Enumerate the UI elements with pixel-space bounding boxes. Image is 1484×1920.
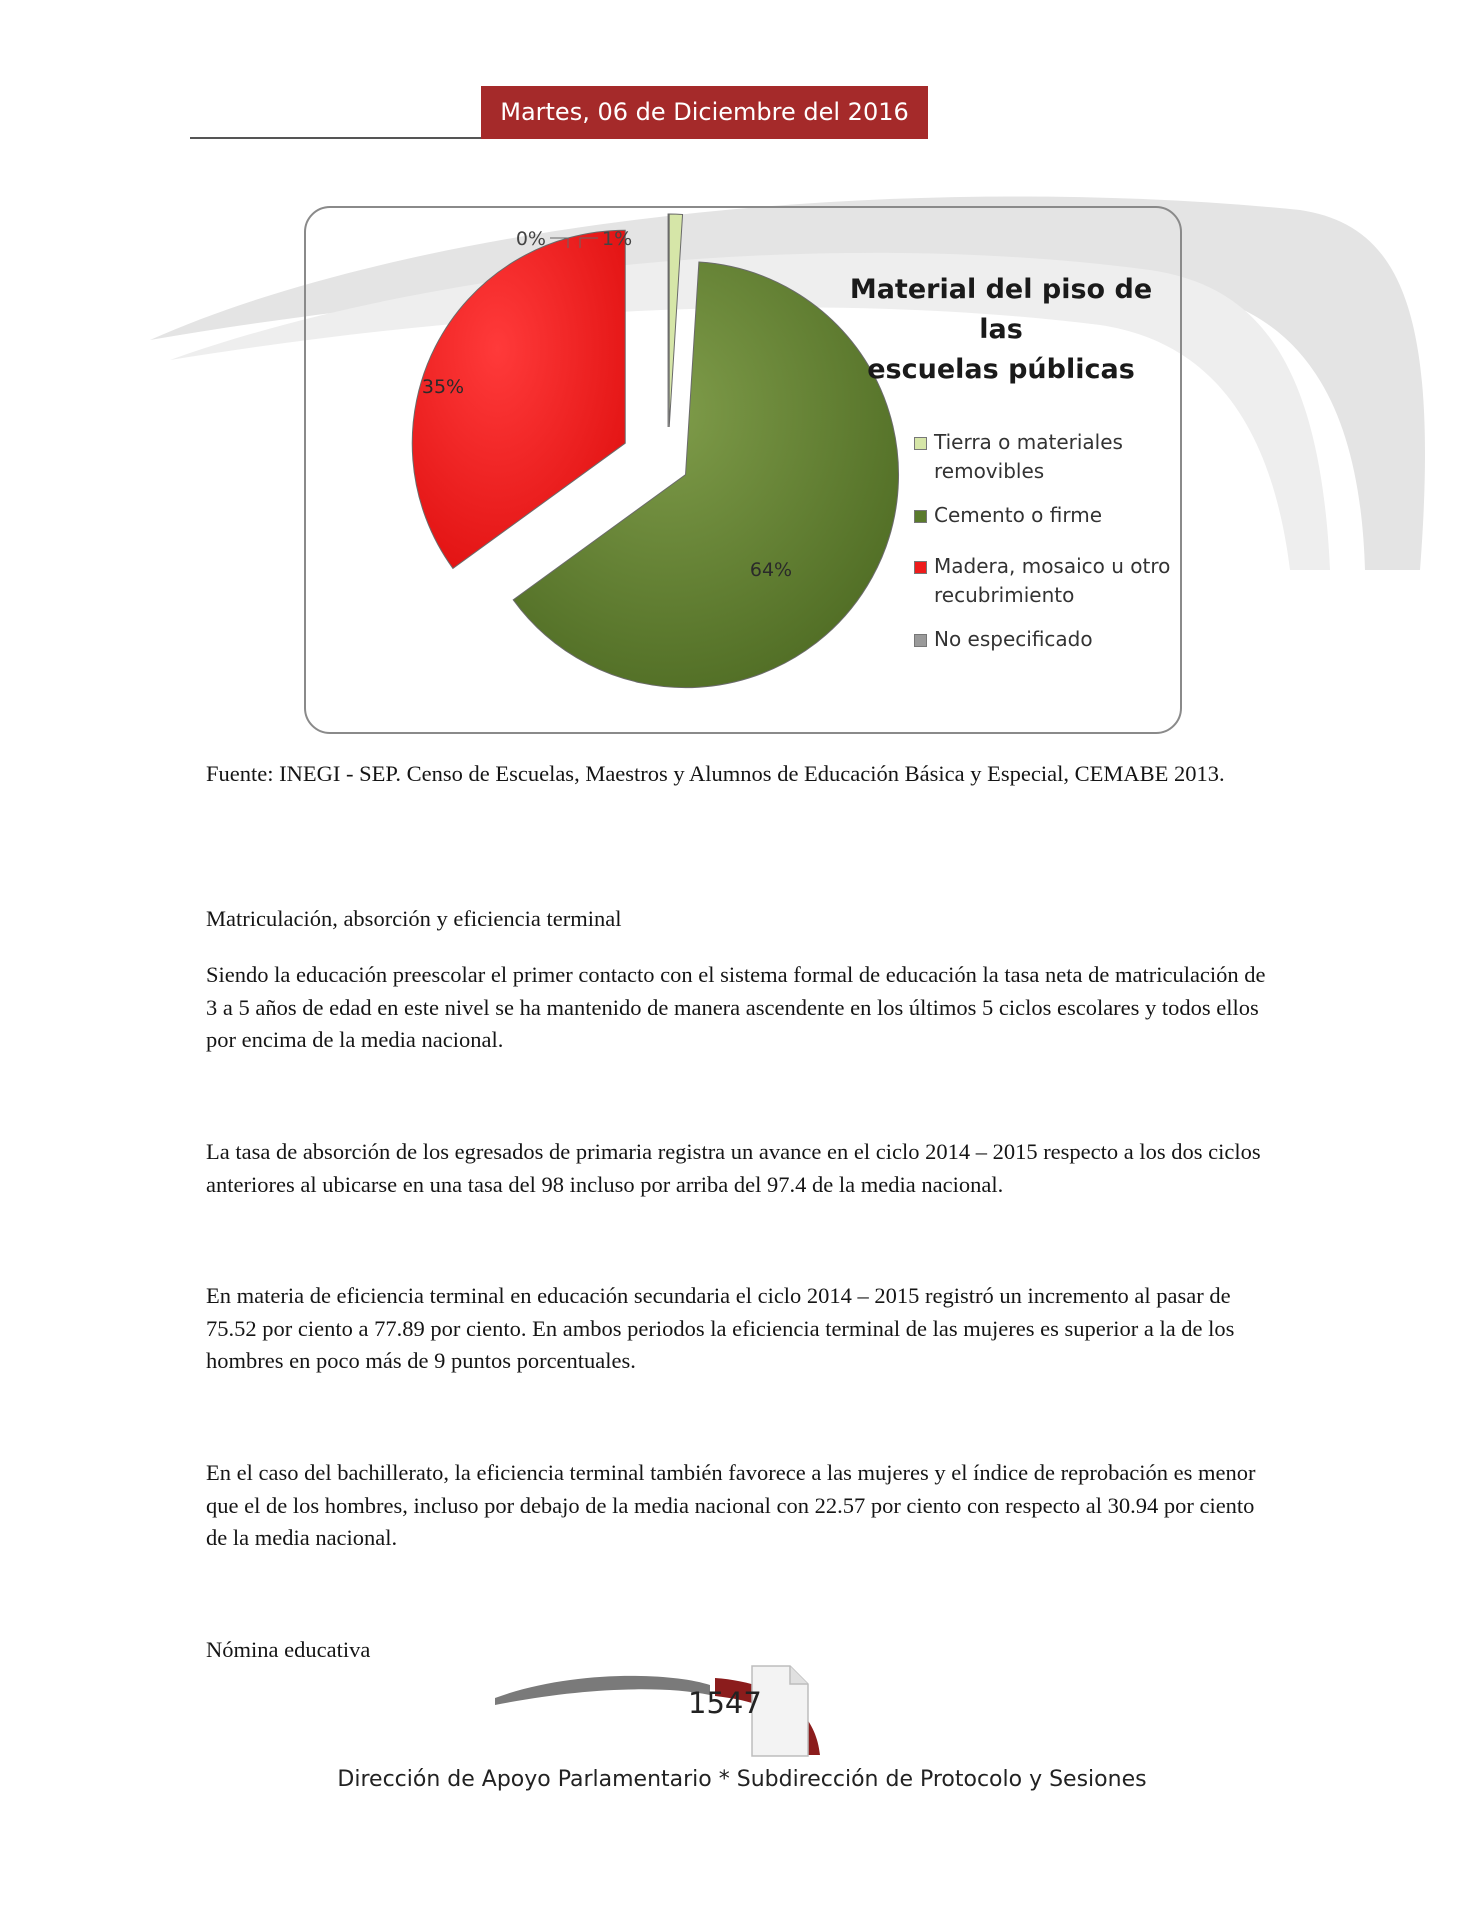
page-number: 1547 xyxy=(688,1686,762,1720)
pie-chart-panel xyxy=(304,206,1182,734)
legend-label-cont: removibles xyxy=(934,459,1045,483)
legend-label: Cemento o firme xyxy=(934,503,1103,527)
chart-title-line2: escuelas públicas xyxy=(867,354,1135,385)
data-label-tierra: 1% xyxy=(602,228,633,250)
data-label-no-especificado: 0% xyxy=(515,228,546,250)
section-heading-nomina: Nómina educativa xyxy=(206,1637,371,1662)
legend-label: Tierra o materiales xyxy=(934,430,1123,454)
legend-label: Madera, mosaico u otro xyxy=(934,554,1171,578)
paragraph-eficiencia-secundaria: En materia de eficiencia terminal en educación secundaria el ciclo 2014 – 2015 registró un incremento al pasar de 75.52 por ciento a 77.89 por ciento. En ambos periodos la eficiencia terminal de las mujeres es superior a la de los hombres en poco más de 9 puntos porcentuales. xyxy=(206,1283,1235,1373)
chart-source-note: Fuente: INEGI - SEP. Censo de Escuelas, Maestros y Alumnos de Educación Básica y Especial, CEMABE 2013. xyxy=(206,761,1225,786)
paragraph-bachillerato: En el caso del bachillerato, la eficiencia terminal también favorece a las mujeres y el índice de reprobación es menor que el de los hombres, incluso por debajo de la media nacional con 22.57 por ciento con respecto al 30.94 por ciento de la media nacional. xyxy=(206,1460,1256,1550)
header-date: Martes, 06 de Diciembre del 2016 xyxy=(500,98,909,126)
legend-swatch xyxy=(914,634,927,647)
legend-swatch xyxy=(914,510,927,523)
section-heading-matriculacion: Matriculación, absorción y eficiencia terminal xyxy=(206,906,622,931)
chart-legend xyxy=(914,428,1174,669)
slice-tierra xyxy=(669,214,682,427)
legend-item-tierra xyxy=(914,428,1174,486)
slice-madera xyxy=(412,230,625,568)
data-label-madera: 35% xyxy=(421,376,465,398)
paragraph-preescolar: Siendo la educación preescolar el primer contacto con el sistema formal de educación la tasa neta de matriculación de 3 a 5 años de edad en este nivel se ha mantenido de manera ascendente en los últimos 5 ciclos escolares y todos ellos por encima de la media nacional. xyxy=(206,962,1266,1052)
legend-item-cemento xyxy=(914,501,1174,530)
footer-text: Dirección de Apoyo Parlamentario * Subdirección de Protocolo y Sesiones xyxy=(337,1767,1147,1792)
legend-swatch xyxy=(914,561,927,574)
legend-swatch xyxy=(914,437,927,450)
paragraph-absorcion: La tasa de absorción de los egresados de primaria registra un avance en el ciclo 2014 – 2015 respecto a los dos ciclos anteriores al ubicarse en una tasa del 98 incluso por arriba del 97.4 de la media nacional. xyxy=(206,1139,1261,1197)
chart-title xyxy=(826,270,1176,390)
data-label-cemento: 64% xyxy=(749,559,793,581)
legend-item-no-especificado xyxy=(914,625,1174,654)
legend-label: No especificado xyxy=(934,627,1093,651)
header-date-banner xyxy=(481,86,928,139)
chart-title-line1: Material del piso de las xyxy=(849,274,1153,345)
legend-item-madera xyxy=(914,552,1174,610)
legend-label-cont: recubrimiento xyxy=(934,583,1075,607)
